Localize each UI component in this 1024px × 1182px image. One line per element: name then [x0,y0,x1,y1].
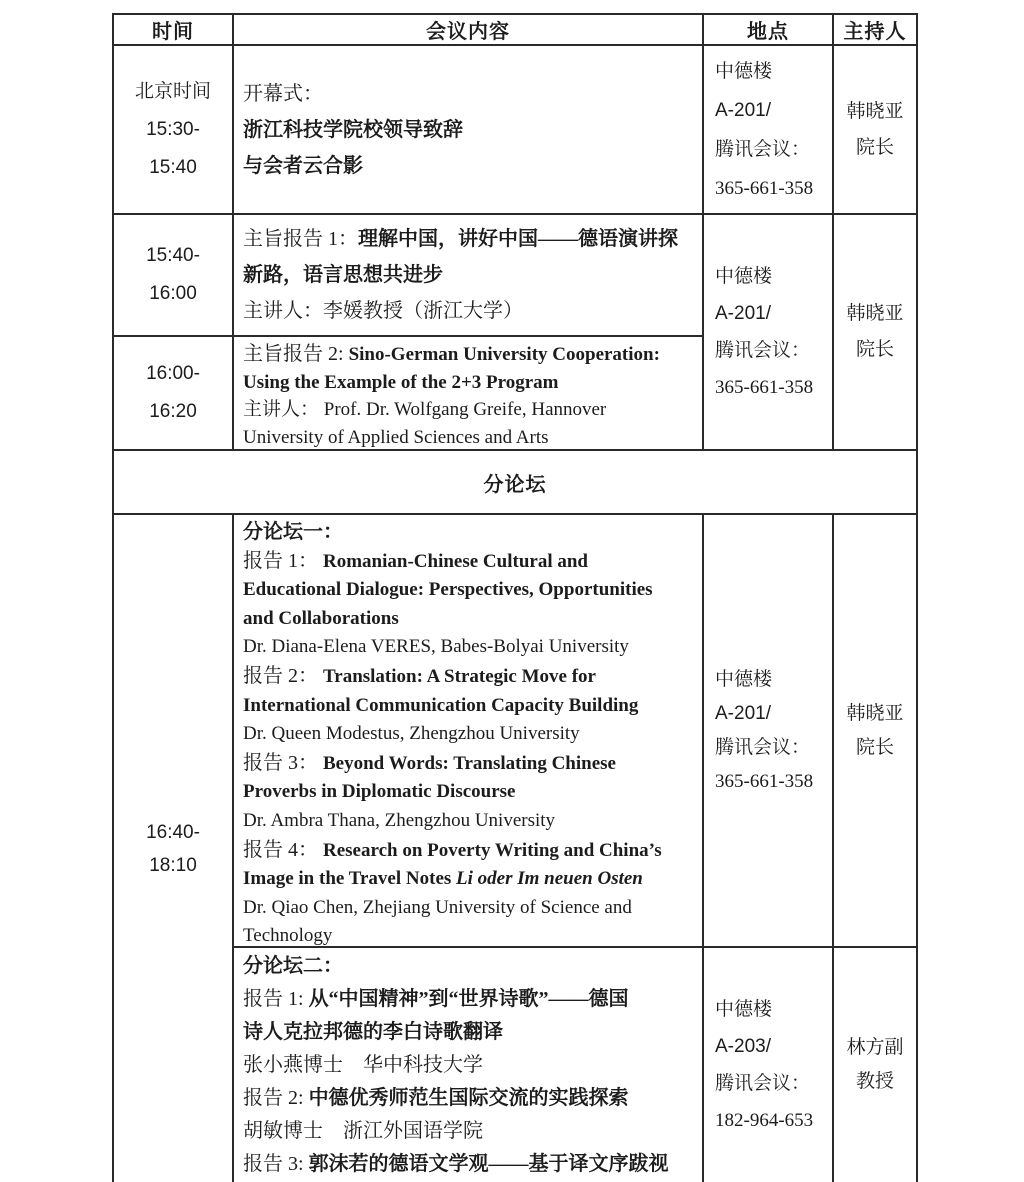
schedule-table [112,13,918,1182]
report-title-segment: Image in the Travel Notes [243,868,457,890]
report-title-segment: 郭沫若的德语文学观——基于译文序跋视 [308,1153,669,1175]
location-meeting-label: 腾讯会议： [715,340,811,361]
report-title-line: International Communication Capacity Building [243,694,639,716]
host-title: 院长 [855,339,894,360]
time-line: 16:00 [149,283,197,304]
forum-time-cell [114,515,234,1182]
location-room: A-201/ [715,99,771,121]
host-name: 韩晓亚 [846,303,904,324]
header-time: 时间 [114,15,234,46]
opening-location-cell [704,46,834,215]
location-meeting-id: 365-661-358 [715,377,814,398]
keynote1-time-cell [114,215,234,337]
report-title-line [243,836,698,866]
host-title: 院长 [855,136,894,158]
location-building: 中德楼 [715,668,773,690]
report-speaker: 张小燕博士 华中科技大学 [243,1054,483,1076]
report-title-line [243,749,698,779]
report-title-line [243,662,698,692]
report-label: 报告 4： [243,838,323,861]
report-title-line [243,1082,698,1115]
time-line: 16:20 [149,401,197,422]
time-line: 16:00- [146,363,200,384]
report-label: 主旨报告 1： [243,228,358,250]
report-title-segment: Beyond Words: Translating Chinese [323,752,616,774]
report-title-line [243,983,698,1016]
header-location: 地点 [704,15,834,46]
location-meeting-label: 腾讯会议： [715,736,811,758]
report-speaker: 胡敏博士 浙江外国语学院 [243,1120,483,1142]
opening-content-cell [234,46,704,215]
report-title-segment: 理解中国，讲好中国——德语演讲探 [358,228,678,250]
host-name: 韩晓亚 [846,100,904,122]
location-building: 中德楼 [715,999,773,1020]
location-meeting-label: 腾讯会议： [715,1073,811,1094]
report-speaker: Dr. Queen Modestus, Zhengzhou University [243,723,580,745]
report-title-segment: Research on Poverty Writing and China’s [323,839,662,861]
report-title-line: 诗人克拉邦德的李白诗歌翻译 [243,1021,503,1043]
report-speaker: University of Applied Sciences and Arts [243,426,549,448]
keynote-host-cell [834,215,916,451]
report-label: 报告 2： [243,664,323,687]
report-title-line: Educational Dialogue: Perspectives, Opportunities [243,579,653,601]
location-building: 中德楼 [715,60,773,82]
report-title-line [243,547,698,577]
header-host: 主持人 [834,15,916,46]
forum2-host-cell [834,948,916,1182]
report-title-segment: Translation: A Strategic Move for [323,665,596,687]
report-title-segment: Romanian-Chinese Cultural and [323,550,588,572]
report-title-segment: 中德优秀师范生国际交流的实践探索 [308,1087,629,1109]
host-name: 林方副 [846,1037,904,1058]
opening-item: 与会者云合影 [243,154,363,177]
forum-heading: 分论坛二： [243,955,343,977]
host-title: 教授 [855,1071,894,1092]
report-speaker: Dr. Diana-Elena VERES, Babes-Bolyai University [243,636,629,658]
keynote2-time-cell [114,337,234,451]
location-room: A-203/ [715,1036,771,1057]
opening-title: 开幕式： [243,82,323,105]
time-line: 16:40- [146,821,200,843]
location-meeting-id: 365-661-358 [715,177,814,199]
report-speaker: 主讲人： Prof. Dr. Wolfgang Greife, Hannover [243,399,607,420]
report-label: 报告 1： [243,549,323,572]
report-speaker: 主讲人：李媛教授（浙江大学） [243,300,523,322]
report-title-line: and Collaborations [243,607,399,629]
report-title-line: 新路，语言思想共进步 [243,264,443,286]
report-title-line: Proverbs in Diplomatic Discourse [243,781,516,803]
host-name: 韩晓亚 [846,702,904,724]
report-title-line [243,1148,698,1181]
forum1-content-cell [234,515,704,948]
location-room: A-201/ [715,303,771,324]
report-speaker: Technology [243,925,333,947]
forum2-location-cell [704,948,834,1182]
report-label: 报告 3: [243,1153,309,1175]
location-room: A-201/ [715,702,771,724]
opening-host-cell [834,46,916,215]
report-title-line [243,221,698,257]
location-meeting-id: 182-964-653 [715,1110,814,1131]
report-title-segment: Sino-German University Cooperation: [348,344,660,365]
report-title-line: Using the Example of the 2+3 Program [243,371,559,393]
host-title: 院长 [855,736,894,758]
report-label: 报告 2: [243,1087,309,1109]
time-line: 北京时间 [134,80,211,102]
report-title-segment: 从“中国精神”到“世界诗歌”——德国 [308,988,629,1010]
opening-item: 浙江科技学院校领导致辞 [243,118,463,141]
forum-heading: 分论坛一： [243,521,343,543]
time-line: 15:40- [146,245,200,266]
forum1-location-cell [704,515,834,948]
report-title-line [243,865,698,894]
location-meeting-label: 腾讯会议： [715,138,811,160]
time-line: 15:30- [146,118,200,140]
forum1-host-cell [834,515,916,948]
header-content: 会议内容 [234,15,704,46]
report-title-line [243,341,698,369]
location-building: 中德楼 [715,266,773,287]
report-speaker: Dr. Qiao Chen, Zhejiang University of Science and [243,896,632,918]
time-line: 18:10 [149,854,197,876]
forum2-content-cell [234,948,704,1182]
opening-time-cell [114,46,234,215]
report-speaker: Dr. Ambra Thana, Zhengzhou University [243,809,556,831]
location-meeting-id: 365-661-358 [715,770,814,792]
report-label: 报告 3： [243,751,323,774]
keynote2-content-cell [234,337,704,451]
report-label: 主旨报告 2: [243,343,349,365]
keynote-location-cell [704,215,834,451]
keynote1-content-cell [234,215,704,337]
report-label: 报告 1: [243,988,309,1010]
time-line: 15:40 [149,156,197,178]
report-title-italic-segment: Li oder Im neuen Osten [456,868,643,890]
section-row-forums: 分论坛 [114,451,916,515]
